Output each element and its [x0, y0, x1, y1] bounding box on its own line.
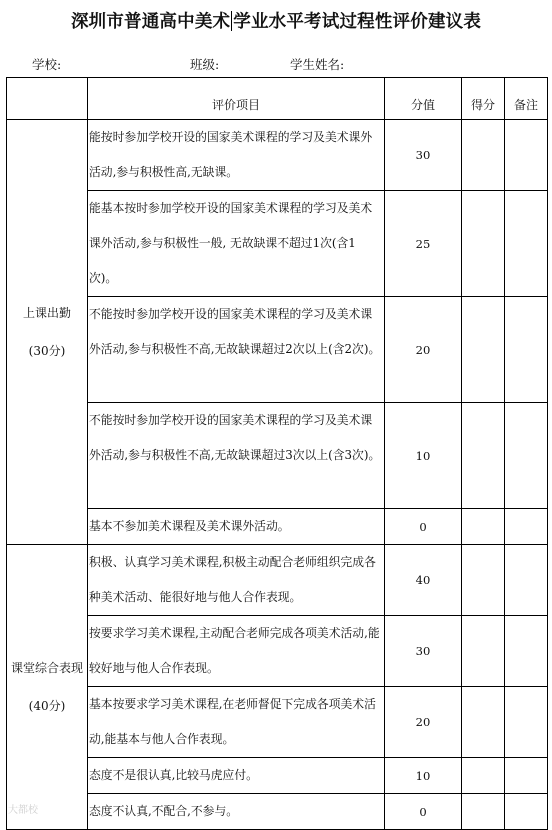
table-row [7, 758, 548, 794]
score-cell[interactable] [462, 403, 505, 509]
points-value: 30 [385, 616, 462, 687]
item-description: 按要求学习美术课程,主动配合老师完成各项美术活动,能较好地与他人合作表现。 [88, 616, 385, 687]
category-cell [7, 545, 88, 830]
table-row [7, 509, 548, 545]
table-row [7, 403, 548, 509]
header-points: 分值 [385, 78, 462, 120]
table-header-row [7, 78, 548, 120]
score-cell[interactable] [462, 794, 505, 830]
table-row [7, 616, 548, 687]
category-cell [7, 120, 88, 545]
remark-cell[interactable] [505, 616, 548, 687]
remark-cell[interactable] [505, 509, 548, 545]
item-description: 积极、认真学习美术课程,积极主动配合老师组织完成各种美术活动、能很好地与他人合作表现。 [88, 545, 385, 616]
score-cell[interactable] [462, 509, 505, 545]
remark-cell[interactable] [505, 545, 548, 616]
score-cell[interactable] [462, 297, 505, 403]
header-remark: 备注 [505, 78, 548, 120]
category-subtotal: (30分) [28, 344, 66, 358]
table-row [7, 120, 548, 191]
points-value: 30 [385, 120, 462, 191]
remark-cell[interactable] [505, 120, 548, 191]
score-cell[interactable] [462, 687, 505, 758]
category-subtotal: (40分) [28, 699, 66, 713]
remark-cell[interactable] [505, 191, 548, 297]
page-title: 深圳市普通高中美术 学业水平考试过程性评价建议表 [70, 12, 482, 32]
table-row [7, 687, 548, 758]
class-label: 班级: [190, 57, 220, 72]
header-score: 得分 [462, 78, 505, 120]
school-label: 学校: [32, 57, 62, 72]
score-cell[interactable] [462, 120, 505, 191]
header-item: 评价项目 [88, 78, 385, 120]
score-cell[interactable] [462, 191, 505, 297]
points-value: 20 [385, 297, 462, 403]
category-name: 课堂综合表现 [10, 661, 83, 675]
header-category-cell [7, 78, 88, 120]
points-value: 0 [385, 794, 462, 830]
score-cell[interactable] [462, 758, 505, 794]
item-description: 态度不是很认真,比较马虎应付。 [88, 758, 385, 794]
item-description: 不能按时参加学校开设的国家美术课程的学习及美术课外活动,参与积极性不高,无故缺课超过3次以上(含3次)。 [88, 403, 385, 509]
item-description: 能按时参加学校开设的国家美术课程的学习及美术课外活动,参与积极性高,无缺课。 [88, 120, 385, 191]
remark-cell[interactable] [505, 297, 548, 403]
remark-cell[interactable] [505, 794, 548, 830]
remark-cell[interactable] [505, 403, 548, 509]
evaluation-table [6, 77, 548, 830]
score-cell[interactable] [462, 545, 505, 616]
remark-cell[interactable] [505, 687, 548, 758]
points-value: 10 [385, 403, 462, 509]
item-description: 基本不参加美术课程及美术课外活动。 [88, 509, 385, 545]
table-row [7, 191, 548, 297]
table-row [7, 545, 548, 616]
table-row [7, 297, 548, 403]
table-row [7, 794, 548, 830]
points-value: 0 [385, 509, 462, 545]
points-value: 25 [385, 191, 462, 297]
score-cell[interactable] [462, 616, 505, 687]
item-description: 不能按时参加学校开设的国家美术课程的学习及美术课外活动,参与积极性不高,无故缺课超过2次以上(含2次)。 [88, 297, 385, 403]
points-value: 10 [385, 758, 462, 794]
points-value: 40 [385, 545, 462, 616]
item-description: 能基本按时参加学校开设的国家美术课程的学习及美术课外活动,参与积极性一般, 无故缺课不超过1次(含1次)。 [88, 191, 385, 297]
item-description: 态度不认真,不配合,不参与。 [88, 794, 385, 830]
remark-cell[interactable] [505, 758, 548, 794]
item-description: 基本按要求学习美术课程,在老师督促下完成各项美术活动,能基本与他人合作表现。 [88, 687, 385, 758]
watermark: 大都校 [8, 805, 38, 816]
points-value: 20 [385, 687, 462, 758]
student-name-label: 学生姓名: [290, 57, 345, 72]
category-name: 上课出勤 [22, 306, 71, 320]
